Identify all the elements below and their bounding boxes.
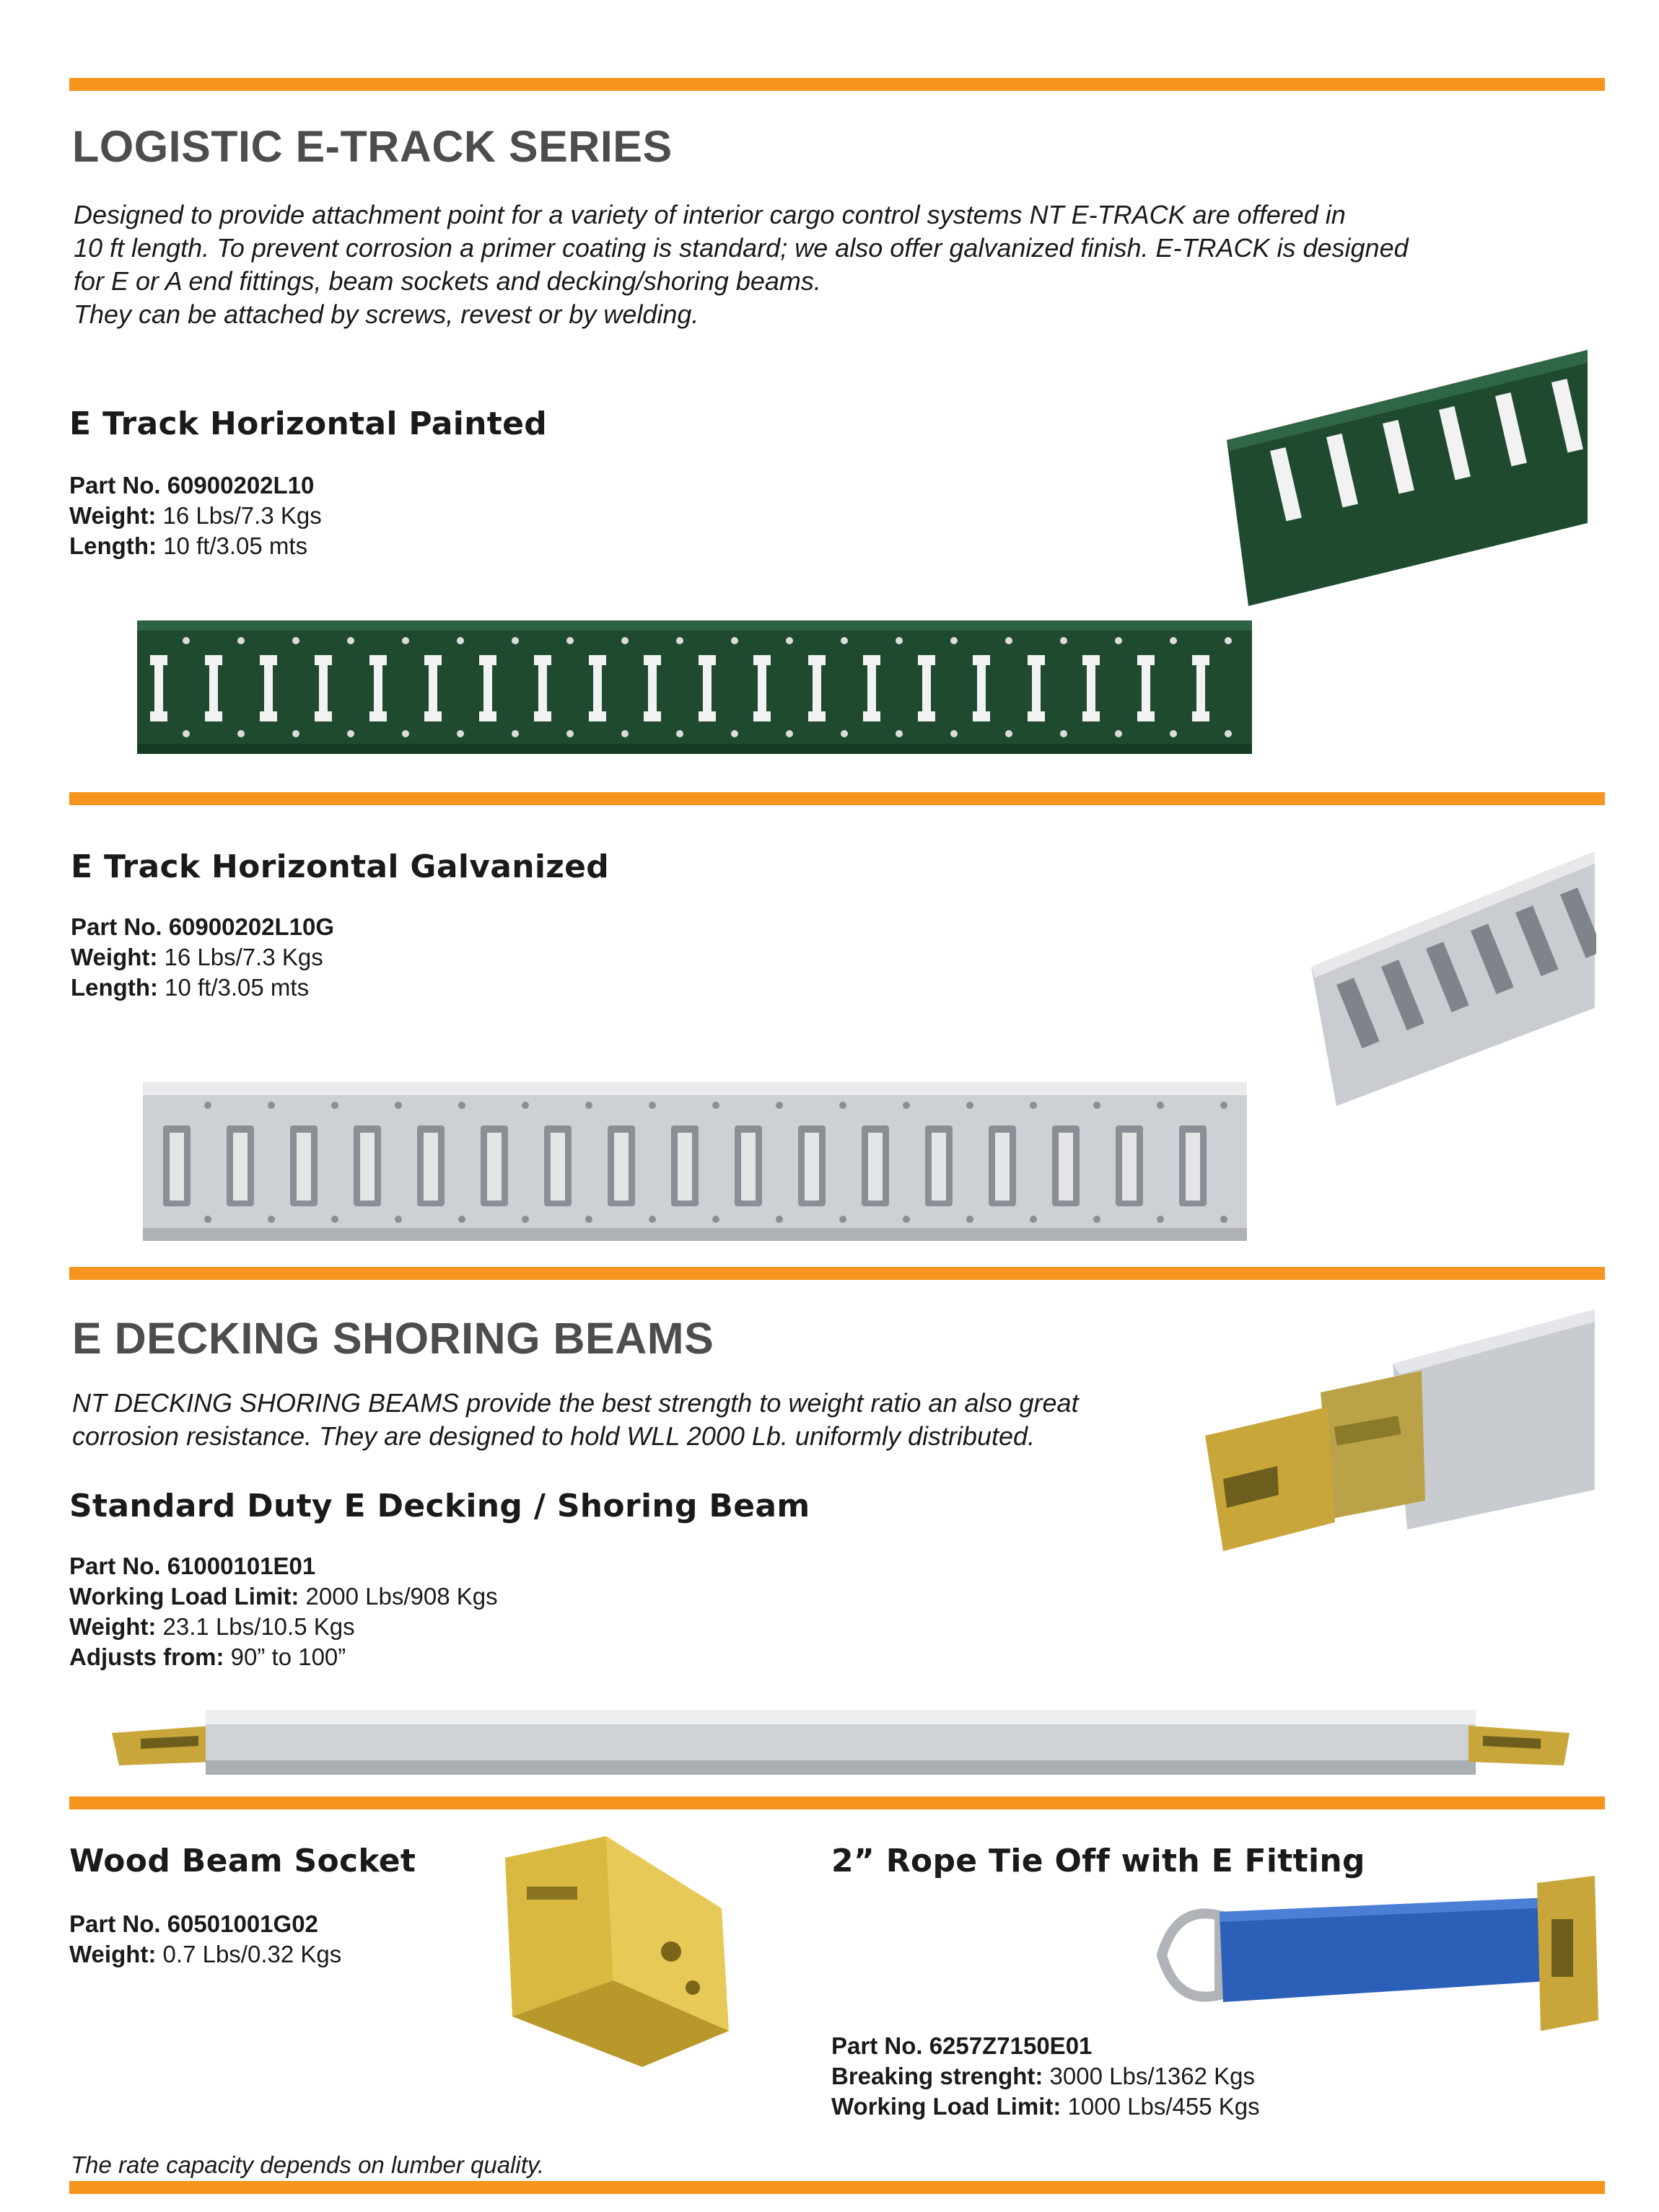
part-number: Part No. 61000101E01 <box>69 1553 316 1579</box>
divider-top <box>69 78 1605 91</box>
part-number: Part No. 60900202L10 <box>69 472 315 499</box>
weight-spec: Weight: 16 Lbs/7.3 Kgs <box>71 944 323 970</box>
socket-specs <box>69 1909 341 1970</box>
decking-intro-line: NT DECKING SHORING BEAMS provide the best strength to weight ratio an also great <box>72 1388 1079 1418</box>
lumber-note: The rate capacity depends on lumber quality. <box>71 2151 545 2178</box>
divider-2 <box>69 1267 1605 1280</box>
decking-intro <box>72 1387 1227 1453</box>
painted-track-angle-image <box>1220 343 1595 610</box>
part-number: Part No. 6257Z7150E01 <box>831 2032 1093 2059</box>
painted-specs <box>69 470 322 561</box>
series-intro-line: They can be attached by screws, revest or by welding. <box>74 299 699 329</box>
galvanized-track-angle-image <box>1308 848 1596 1107</box>
socket-title: Wood Beam Socket <box>69 1843 416 1879</box>
part-number: Part No. 60900202L10G <box>71 913 335 940</box>
beam-title: Standard Duty E Decking / Shoring Beam <box>69 1488 810 1524</box>
weight-spec: Weight: 0.7 Lbs/0.32 Kgs <box>69 1941 342 1967</box>
divider-bottom <box>69 2181 1605 2194</box>
galvanized-title: E Track Horizontal Galvanized <box>71 848 610 885</box>
socket-image <box>483 1836 743 2067</box>
divider-3 <box>69 1796 1605 1809</box>
rope-title: 2” Rope Tie Off with E Fitting <box>831 1843 1365 1879</box>
wll-spec: Working Load Limit: 1000 Lbs/455 Kgs <box>831 2093 1260 2120</box>
adjust-spec: Adjusts from: 90” to 100” <box>69 1643 346 1670</box>
series-intro-line: 10 ft length. To prevent corrosion a primer coating is standard; we also offer galvanized finish. E-TRACK is designed <box>74 233 1409 263</box>
weight-spec: Weight: 16 Lbs/7.3 Kgs <box>69 502 322 529</box>
rope-specs <box>831 2031 1260 2122</box>
series-intro <box>74 198 1603 331</box>
divider-1 <box>69 792 1605 805</box>
painted-track-image <box>137 620 1252 754</box>
weight-spec: Weight: 23.1 Lbs/10.5 Kgs <box>69 1613 355 1640</box>
painted-title: E Track Horizontal Painted <box>69 405 548 442</box>
part-number: Part No. 60501001G02 <box>69 1910 318 1937</box>
breaking-strength-spec: Breaking strenght: 3000 Lbs/1362 Kgs <box>831 2063 1255 2089</box>
series-intro-line: Designed to provide attachment point for a variety of interior cargo control systems NT E-TRACK are offered in <box>74 200 1346 229</box>
decking-intro-line: corrosion resistance. They are designed to hold WLL 2000 Lb. uniformly distributed. <box>72 1421 1036 1451</box>
beam-image <box>112 1704 1570 1783</box>
galvanized-specs <box>71 912 334 1003</box>
length-spec: Length: 10 ft/3.05 mts <box>71 974 310 1001</box>
length-spec: Length: 10 ft/3.05 mts <box>69 532 308 559</box>
galvanized-track-image <box>143 1082 1247 1241</box>
series-title: LOGISTIC E-TRACK SERIES <box>72 122 673 171</box>
series-intro-line: for E or A end fittings, beam sockets and decking/shoring beams. <box>74 266 821 296</box>
beam-closeup-image <box>1191 1306 1595 1551</box>
wll-spec: Working Load Limit: 2000 Lbs/908 Kgs <box>69 1583 498 1610</box>
decking-title: E DECKING SHORING BEAMS <box>72 1314 714 1363</box>
rope-tie-off-image <box>1147 1876 1602 2038</box>
beam-specs <box>69 1551 498 1672</box>
